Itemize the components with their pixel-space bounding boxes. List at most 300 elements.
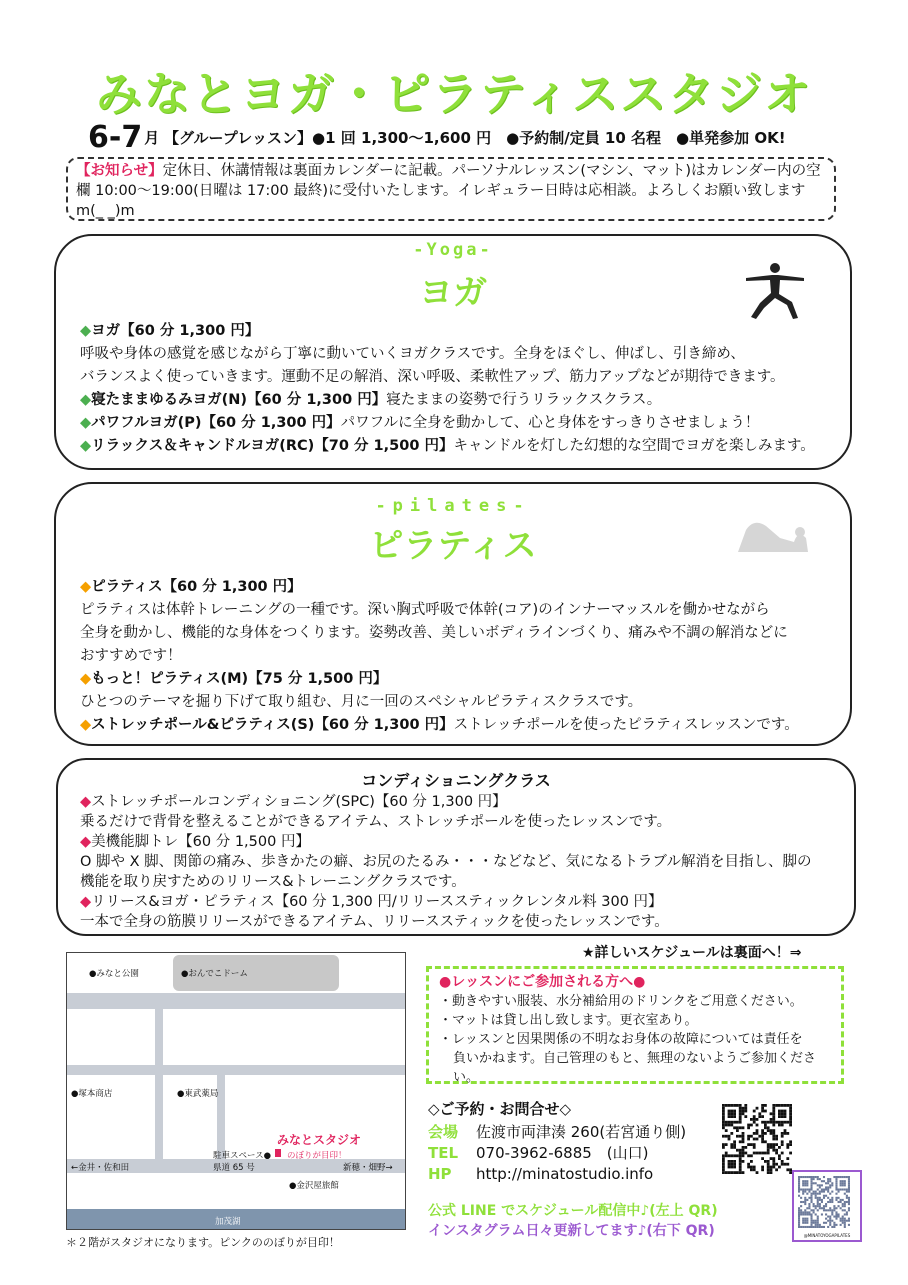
qr-module (821, 1213, 823, 1215)
qr-module (833, 1226, 835, 1228)
qr-module (810, 1176, 812, 1178)
conditioning-class-name: ストレッチポールコンディショニング(SPC)【60 分 1,300 円】 (91, 794, 507, 810)
qr-module (848, 1191, 850, 1193)
qr-module (802, 1201, 804, 1203)
qr-module (725, 1124, 728, 1127)
qr-module (844, 1218, 846, 1220)
qr-module (840, 1220, 842, 1222)
qr-module (789, 1110, 792, 1113)
qr-module (831, 1184, 833, 1186)
qr-module (835, 1211, 837, 1213)
conditioning-line (80, 892, 850, 912)
qr-module (739, 1112, 742, 1115)
qr-module (730, 1121, 733, 1124)
yoga-class-name: 寝たままゆるみヨガ(N)【60 分 1,300 円】 (91, 392, 387, 408)
qr-module (840, 1207, 842, 1209)
qr-module (819, 1178, 821, 1180)
qr-module (831, 1226, 833, 1228)
qr-module (846, 1211, 848, 1213)
pilates-description: 全身を動かし、機能的な身体をつくります。姿勢改善、美しいボディラインづくり、痛みや不調の解消などに (80, 625, 788, 641)
qr-module (815, 1224, 817, 1226)
qr-module (819, 1193, 821, 1195)
qr-module (848, 1220, 850, 1222)
qr-module (810, 1195, 812, 1197)
qr-module (827, 1226, 829, 1228)
qr-module (775, 1149, 778, 1152)
qr-module (722, 1168, 725, 1171)
qr-module (786, 1132, 789, 1135)
yoga-pose-icon (742, 258, 808, 324)
qr-module (733, 1163, 736, 1166)
qr-module (744, 1146, 747, 1149)
qr-module (800, 1201, 802, 1203)
qr-module (750, 1118, 753, 1121)
qr-module (800, 1209, 802, 1211)
qr-module (827, 1201, 829, 1203)
qr-module (840, 1182, 842, 1184)
insta-text: インスタグラム日々更新してます♪(右下 QR) (428, 1223, 715, 1239)
qr-module (739, 1115, 742, 1118)
qr-module (770, 1121, 773, 1124)
qr-module (819, 1207, 821, 1209)
qr-module (827, 1178, 829, 1180)
map-label-left-road: ←金井・佐和田 (71, 1163, 130, 1173)
conditioning-line (80, 832, 850, 852)
qr-module (775, 1168, 778, 1171)
qr-module (761, 1115, 764, 1118)
qr-module (810, 1184, 812, 1186)
qr-module (842, 1220, 844, 1222)
qr-module (761, 1135, 764, 1138)
qr-module (808, 1197, 810, 1199)
qr-module (756, 1152, 759, 1155)
qr-module (725, 1129, 728, 1132)
yoga-description: パワフルに全身を動かして、心と身体をすっきりさせましょう！ (340, 415, 760, 431)
hp-link[interactable]: http://minatostudio.info (476, 1165, 654, 1183)
qr-module (767, 1143, 770, 1146)
qr-module (823, 1226, 825, 1228)
qr-module (756, 1138, 759, 1141)
qr-module (753, 1138, 756, 1141)
qr-module (819, 1197, 821, 1199)
qr-module (831, 1197, 833, 1199)
qr-module (844, 1213, 846, 1215)
qr-module (770, 1166, 773, 1169)
qr-module (817, 1220, 819, 1222)
qr-module (736, 1135, 739, 1138)
qr-module (728, 1163, 731, 1166)
qr-module (728, 1115, 731, 1118)
qr-module (761, 1138, 764, 1141)
qr-module (806, 1176, 808, 1178)
qr-module (722, 1118, 725, 1121)
qr-module (739, 1118, 742, 1121)
qr-module (772, 1146, 775, 1149)
qr-module (813, 1191, 815, 1193)
notice-text: 定休日、休講情報は裏面カレンダーに記載。パーソナルレッスン(マシン、マット)はカレンダー内の空欄 10:00～19:00(日曜は 17:00 最終)に受付いたします。イレギュラー日時は応相談。よろしくお願い致しますm(_ _)m (76, 163, 821, 219)
qr-module (840, 1218, 842, 1220)
qr-module (848, 1199, 850, 1201)
qr-module (756, 1171, 759, 1174)
qr-module (764, 1124, 767, 1127)
qr-module (742, 1146, 745, 1149)
qr-module (813, 1211, 815, 1213)
qr-module (804, 1180, 806, 1182)
qr-module (798, 1213, 800, 1215)
qr-module (728, 1135, 731, 1138)
yoga-line (80, 412, 840, 435)
qr-module (722, 1154, 725, 1157)
month-suffix: 月 (144, 129, 160, 147)
qr-module (848, 1207, 850, 1209)
qr-module (739, 1160, 742, 1163)
qr-module (778, 1157, 781, 1160)
yoga-line (80, 366, 840, 389)
qr-module (722, 1166, 725, 1169)
qr-module (778, 1124, 781, 1127)
qr-module (798, 1176, 800, 1178)
qr-module (733, 1126, 736, 1129)
qr-module (817, 1197, 819, 1199)
qr-module (825, 1205, 827, 1207)
qr-module (733, 1112, 736, 1115)
qr-module (829, 1178, 831, 1180)
qr-module (781, 1112, 784, 1115)
qr-module (764, 1140, 767, 1143)
qr-module (753, 1143, 756, 1146)
diamond-bullet-icon: ◆ (80, 834, 92, 850)
qr-module (722, 1112, 725, 1115)
qr-module (825, 1209, 827, 1211)
qr-module (838, 1216, 840, 1218)
qr-module (844, 1205, 846, 1207)
conditioning-class-name: リリース&ヨガ・ピラティス【60 分 1,300 円/リリーススティックレンタル料 300 円】 (91, 894, 663, 910)
qr-module (817, 1184, 819, 1186)
qr-module (733, 1143, 736, 1146)
yoga-list (80, 320, 840, 458)
map-label-ryokan: ●金沢屋旅館 (289, 1181, 339, 1191)
map-road (67, 993, 405, 1009)
yoga-class-name: リラックス＆キャンドルヨガ(RC)【70 分 1,500 円】 (91, 438, 454, 454)
qr-module (846, 1197, 848, 1199)
qr-module (778, 1166, 781, 1169)
qr-module (733, 1171, 736, 1174)
qr-module (813, 1226, 815, 1228)
qr-module (772, 1115, 775, 1118)
qr-module (778, 1154, 781, 1157)
diamond-bullet-icon: ◆ (80, 323, 92, 339)
tel-value[interactable]: 070-3962-6885 (山口) (476, 1144, 649, 1162)
qr-module (844, 1188, 846, 1190)
pilates-line (80, 691, 840, 714)
qr-module (825, 1188, 827, 1190)
qr-module (764, 1104, 767, 1107)
page-title: みなとヨガ・ピラティススタジオ (95, 67, 813, 121)
qr-module (761, 1168, 764, 1171)
qr-module (844, 1226, 846, 1228)
qr-module (838, 1188, 840, 1190)
qr-module (756, 1124, 759, 1127)
qr-module (781, 1115, 784, 1118)
qr-module (835, 1213, 837, 1215)
qr-module (781, 1121, 784, 1124)
qr-module (789, 1143, 792, 1146)
qr-module (722, 1157, 725, 1160)
qr-module (750, 1168, 753, 1171)
qr-module (722, 1163, 725, 1166)
conditioning-line (80, 812, 850, 832)
qr-module (753, 1132, 756, 1135)
qr-module (819, 1205, 821, 1207)
qr-module (761, 1140, 764, 1143)
qr-module (789, 1124, 792, 1127)
qr-module (815, 1191, 817, 1193)
qr-module (804, 1191, 806, 1193)
qr-module (733, 1115, 736, 1118)
qr-module (798, 1184, 800, 1186)
qr-module (840, 1199, 842, 1201)
qr-module (821, 1207, 823, 1209)
qr-module (829, 1218, 831, 1220)
yoga-class-name: パワフルヨガ(P)【60 分 1,300 円】 (91, 415, 341, 431)
conditioning-content (80, 792, 850, 932)
qr-module (840, 1176, 842, 1178)
map-label-parking: 駐車スペース● (213, 1151, 271, 1161)
qr-module (770, 1112, 773, 1115)
qr-module (813, 1176, 815, 1178)
qr-module (804, 1184, 806, 1186)
qr-module (829, 1199, 831, 1201)
qr-module (728, 1112, 731, 1115)
qr-module (772, 1112, 775, 1115)
qr-module (722, 1135, 725, 1138)
map-label-dome: ●おんでこドーム (181, 969, 248, 979)
qr-module (767, 1126, 770, 1129)
qr-module (846, 1213, 848, 1215)
map-label-park: ●みなと公園 (89, 969, 139, 979)
qr-module (761, 1121, 764, 1124)
qr-module (742, 1132, 745, 1135)
qr-module (761, 1129, 764, 1132)
qr-module (808, 1207, 810, 1209)
qr-module (770, 1168, 773, 1171)
qr-module (817, 1178, 819, 1180)
qr-module (798, 1191, 800, 1193)
access-map (66, 952, 406, 1230)
pilates-line (80, 645, 840, 668)
qr-module (739, 1166, 742, 1169)
qr-module (789, 1112, 792, 1115)
diamond-bullet-icon: ◆ (80, 717, 92, 733)
qr-module (784, 1129, 787, 1132)
qr-module (813, 1222, 815, 1224)
contact-hp (428, 1164, 653, 1184)
qr-module (810, 1193, 812, 1195)
map-road (155, 1009, 163, 1159)
qr-module (835, 1188, 837, 1190)
qr-module (817, 1201, 819, 1203)
qr-module (835, 1184, 837, 1186)
qr-module (823, 1222, 825, 1224)
qr-module (806, 1211, 808, 1213)
qr-module (798, 1220, 800, 1222)
qr-module (798, 1178, 800, 1180)
qr-module (815, 1207, 817, 1209)
qr-module (804, 1176, 806, 1178)
conditioning-description: 乗るだけで背骨を整えることができるアイテム、ストレッチポールを使ったレッスンです。 (80, 814, 672, 830)
qr-module (733, 1140, 736, 1143)
qr-module (758, 1115, 761, 1118)
qr-module (767, 1129, 770, 1132)
qr-module (728, 1171, 731, 1174)
pilates-list (80, 576, 840, 737)
qr-module (728, 1121, 731, 1124)
notice-box (66, 157, 836, 221)
qr-module (821, 1191, 823, 1193)
map-label-lake: 加茂湖 (215, 1217, 241, 1227)
qr-module (833, 1222, 835, 1224)
qr-module (821, 1201, 823, 1203)
qr-module (827, 1186, 829, 1188)
qr-module (775, 1138, 778, 1141)
qr-module (722, 1110, 725, 1113)
qr-module (775, 1143, 778, 1146)
qr-module (733, 1146, 736, 1149)
qr-module (730, 1166, 733, 1169)
qr-module (819, 1226, 821, 1228)
qr-module (821, 1184, 823, 1186)
qr-module (813, 1203, 815, 1205)
qr-module (725, 1171, 728, 1174)
qr-module (817, 1176, 819, 1178)
qr-module (786, 1104, 789, 1107)
qr-module (800, 1188, 802, 1190)
qr-module (844, 1193, 846, 1195)
qr-module (844, 1184, 846, 1186)
qr-module (750, 1124, 753, 1127)
qr-module (764, 1160, 767, 1163)
qr-module (831, 1220, 833, 1222)
qr-module (848, 1180, 850, 1182)
qr-module (767, 1160, 770, 1163)
qr-module (739, 1152, 742, 1155)
qr-module (761, 1110, 764, 1113)
qr-module (817, 1226, 819, 1228)
qr-module (789, 1140, 792, 1143)
qr-module (840, 1184, 842, 1186)
pilates-line (80, 622, 840, 645)
qr-module (770, 1157, 773, 1160)
qr-module (823, 1180, 825, 1182)
qr-module (827, 1220, 829, 1222)
qr-module (739, 1163, 742, 1166)
qr-module (815, 1205, 817, 1207)
qr-module (829, 1186, 831, 1188)
qr-module (833, 1216, 835, 1218)
qr-module (747, 1163, 750, 1166)
qr-module (817, 1205, 819, 1207)
qr-module (808, 1203, 810, 1205)
qr-module (833, 1205, 835, 1207)
qr-module (835, 1207, 837, 1209)
qr-module (753, 1118, 756, 1121)
qr-module (730, 1104, 733, 1107)
qr-module (784, 1110, 787, 1113)
qr-module (848, 1201, 850, 1203)
qr-module (722, 1171, 725, 1174)
qr-module (742, 1149, 745, 1152)
qr-module (817, 1209, 819, 1211)
qr-module (756, 1129, 759, 1132)
qr-module (772, 1132, 775, 1135)
lesson-note-box (426, 966, 844, 1084)
qr-module (823, 1207, 825, 1209)
qr-module (827, 1197, 829, 1199)
qr-module (798, 1226, 800, 1228)
qr-module (775, 1163, 778, 1166)
qr-module (829, 1216, 831, 1218)
qr-module (827, 1209, 829, 1211)
conditioning-line (80, 912, 850, 932)
qr-module (730, 1110, 733, 1113)
yoga-line (80, 343, 840, 366)
qr-module (744, 1104, 747, 1107)
conditioning-line (80, 872, 850, 892)
qr-module (833, 1207, 835, 1209)
qr-module (844, 1224, 846, 1226)
qr-module (810, 1180, 812, 1182)
yoga-description: 寝たままの姿勢で行うリラックスクラス。 (386, 392, 662, 408)
qr-module (846, 1176, 848, 1178)
qr-module (835, 1178, 837, 1180)
qr-module (722, 1126, 725, 1129)
qr-module (844, 1209, 846, 1211)
qr-module (798, 1224, 800, 1226)
qr-module (823, 1205, 825, 1207)
yoga-line (80, 389, 840, 412)
qr-module (722, 1115, 725, 1118)
qr-module (739, 1140, 742, 1143)
qr-module (844, 1220, 846, 1222)
qr-module (829, 1220, 831, 1222)
qr-module (772, 1121, 775, 1124)
qr-module (804, 1203, 806, 1205)
qr-module (744, 1115, 747, 1118)
qr-module (725, 1135, 728, 1138)
qr-module (810, 1218, 812, 1220)
qr-module (835, 1216, 837, 1218)
qr-module (747, 1126, 750, 1129)
qr-module (804, 1218, 806, 1220)
qr-module (806, 1213, 808, 1215)
line-qr-code[interactable] (722, 1104, 792, 1174)
qr-module (742, 1140, 745, 1143)
qr-module (808, 1188, 810, 1190)
qr-module (840, 1224, 842, 1226)
qr-module (767, 1163, 770, 1166)
pilates-line (80, 714, 840, 737)
instagram-qr-code[interactable] (798, 1176, 856, 1228)
qr-module (786, 1163, 789, 1166)
lesson-note-head: ●レッスンにご参加される方へ● (439, 974, 646, 990)
qr-module (736, 1126, 739, 1129)
qr-module (747, 1166, 750, 1169)
qr-module (750, 1160, 753, 1163)
qr-module (722, 1107, 725, 1110)
qr-module (823, 1209, 825, 1211)
qr-module (819, 1203, 821, 1205)
qr-module (767, 1121, 770, 1124)
